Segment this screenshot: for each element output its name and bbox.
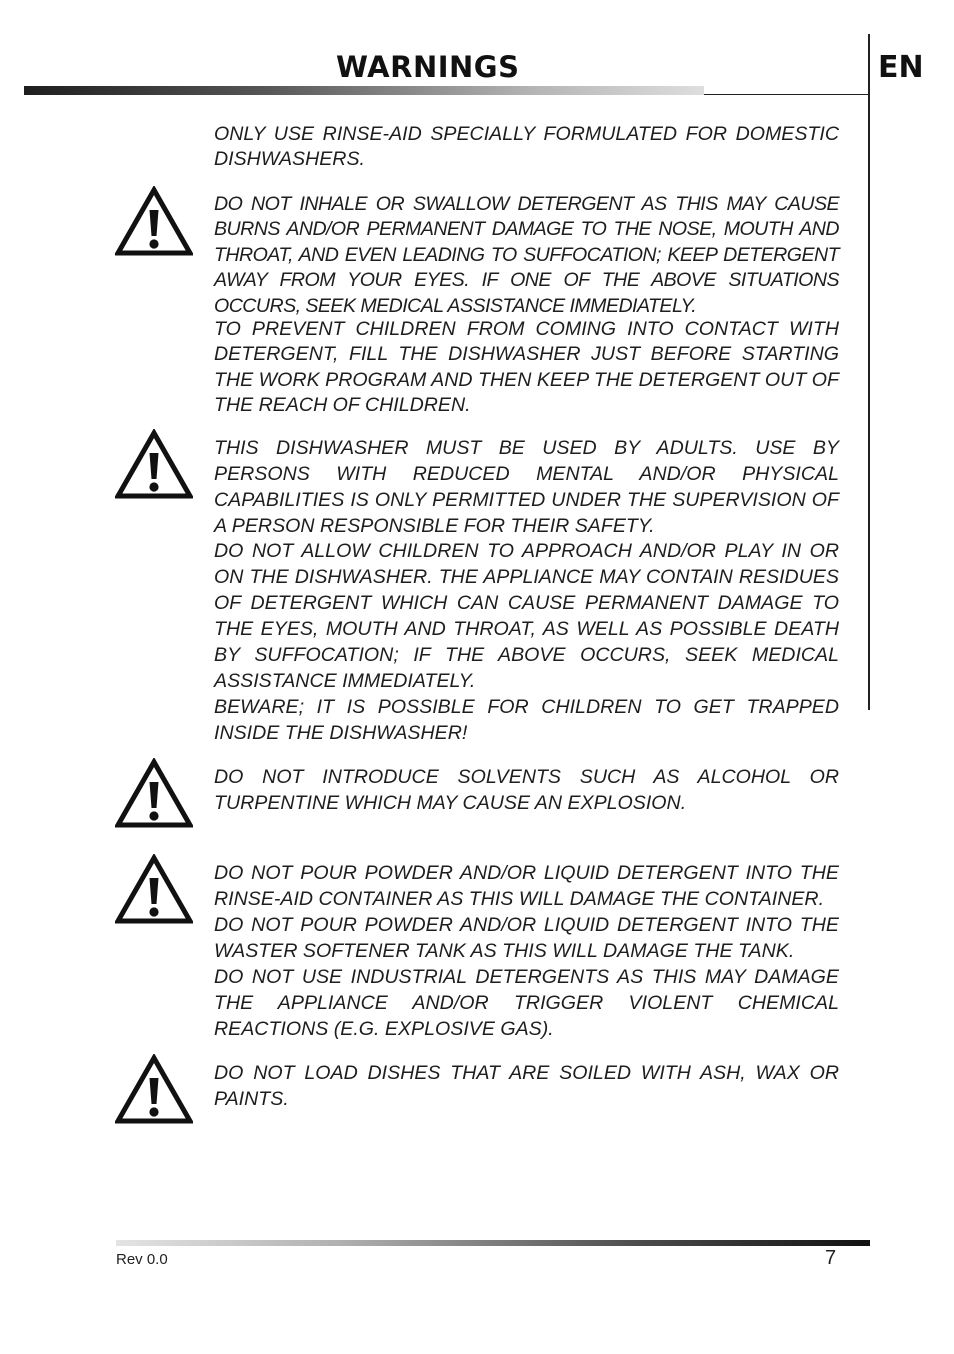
warning-triangle-icon xyxy=(115,429,193,499)
header-rule xyxy=(704,94,870,95)
warning-triangle-icon xyxy=(115,186,193,256)
warning-paragraph-children-play: DO NOT ALLOW CHILDREN TO APPROACH AND/OR PLAY IN OR ON THE DISHWASHER. THE APPLIANCE MAY CONTAIN RESIDUES OF DETERGENT WHICH CAN CAUSE PERMANENT DAMAGE TO THE EYES, MOUTH AND THROAT, AS WELL AS POSSIBLE DEATH BY SUFFOCATION; IF THE ABOVE OCCURS, SEEK MEDICAL ASSISTANCE IMMEDIATELY. xyxy=(214,540,839,692)
revision-label: Rev 0.0 xyxy=(116,1251,168,1268)
warning-paragraph-rinse-aid: ONLY USE RINSE-AID SPECIALLY FORMULATED FOR DOMESTIC DISHWASHERS. xyxy=(214,123,839,171)
footer-gradient-bar xyxy=(116,1240,870,1246)
warning-paragraph-solvents: DO NOT INTRODUCE SOLVENTS SUCH AS ALCOHOL OR TURPENTINE WHICH MAY CAUSE AN EXPLOSION. xyxy=(214,766,839,814)
warning-triangle-icon xyxy=(115,758,193,828)
warning-paragraph-detergent-inhale: DO NOT INHALE OR SWALLOW DETERGENT AS THIS MAY CAUSE BURNS AND/OR PERMANENT DAMAGE TO THE NOSE, MOUTH AND THROAT, AND EVEN LEADING TO SUFFOCATION; KEEP DETERGENT AWAY FROM YOUR EYES. IF ONE OF THE ABOVE SITUATIONS OCCURS, SEEK MEDICAL ASSISTANCE IMMEDIATELY. xyxy=(214,193,839,317)
page-number: 7 xyxy=(825,1247,837,1269)
warning-paragraph-industrial-detergents: DO NOT USE INDUSTRIAL DETERGENTS AS THIS MAY DAMAGE THE APPLIANCE AND/OR TRIGGER VIOLENT CHEMICAL REACTIONS (E.G. EXPLOSIVE GAS). xyxy=(214,966,839,1040)
warning-paragraph-children-detergent: TO PREVENT CHILDREN FROM COMING INTO CONTACT WITH DETERGENT, FILL THE DISHWASHER JUST BEFORE STARTING THE WORK PROGRAM AND THEN KEEP THE DETERGENT OUT OF THE REACH OF CHILDREN. xyxy=(214,318,839,417)
warning-paragraph-adults-only: THIS DISHWASHER MUST BE USED BY ADULTS. USE BY PERSONS WITH REDUCED MENTAL AND/OR PHYSICAL CAPABILITIES IS ONLY PERMITTED UNDER THE SUPERVISION OF A PERSON RESPONSIBLE FOR THEIR SAFETY. xyxy=(214,437,839,537)
warning-triangle-icon xyxy=(115,1054,193,1124)
warning-paragraph-rinse-aid-container: DO NOT POUR POWDER AND/OR LIQUID DETERGENT INTO THE RINSE-AID CONTAINER AS THIS WILL DAMAGE THE CONTAINER. xyxy=(214,862,839,910)
language-label: EN xyxy=(878,50,924,85)
header-gradient-bar xyxy=(24,86,704,95)
warning-paragraph-soiled-dishes: DO NOT LOAD DISHES THAT ARE SOILED WITH ASH, WAX OR PAINTS. xyxy=(214,1062,839,1110)
margin-rule xyxy=(868,34,870,710)
warning-triangle-icon xyxy=(115,854,193,924)
page-title: WARNINGS xyxy=(336,50,520,84)
warning-paragraph-trapped: BEWARE; IT IS POSSIBLE FOR CHILDREN TO GET TRAPPED INSIDE THE DISHWASHER! xyxy=(214,696,839,744)
warning-paragraph-softener-tank: DO NOT POUR POWDER AND/OR LIQUID DETERGENT INTO THE WASTER SOFTENER TANK AS THIS WILL DAMAGE THE TANK. xyxy=(214,914,839,962)
